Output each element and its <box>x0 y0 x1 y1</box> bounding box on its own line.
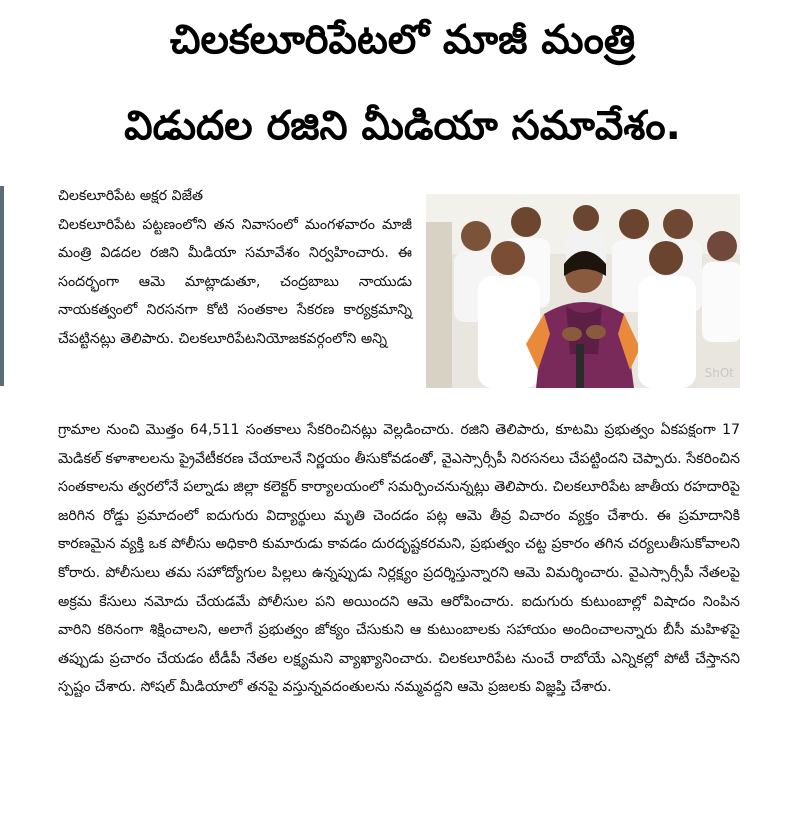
left-edge-strip <box>0 186 4 386</box>
article-paragraph-bottom: గ్రామాల నుంచి మొత్తం 64,511 సంతకాలు సేకరించినట్లు వెల్లడించారు. రజిని తెలిపారు, కూటమి ప్రభుత్వం ఏకపక్షంగా 17 మెడికల్ కళాశాలలను ప్రైవేటీకరణ చేయాలనే నిర్ణయం తీసుకోవడంతో, వైఎస్సార్సీపీ నిరసనలు చేపట్టిందని చెప్పారు. సేకరించిన సంతకాలను త్వరలోనే పల్నాడు జిల్లా కలెక్టర్ కార్యాలయంలో సమర్పించనున్నట్లు తెలిపారు. చిలకలూరిపేట జాతీయ రహదారిపై జరిగిన రోడ్డు ప్రమాదంలో ఐదుగురు విద్యార్థులు మృతి చెందడం పట్ల ఆమె తీవ్ర విచారం వ్యక్తం చేశారు. ఈ ప్రమాదానికి కారణమైన వ్యక్తి ఒక పోలీసు అధికారి కుమారుడు కావడం దురదృష్టకరమని, ప్రభుత్వం చట్ట ప్రకారం తగిన చర్యలుతీసుకోవాలని కోరారు. పోలీసులు తమ సహోద్యోగుల పిల్లలు ఉన్నప్పుడు నిర్లక్ష్యం ప్రదర్శిస్తున్నారని ఆమె విమర్శించారు. వైఎస్సార్సీపీ నేతలపై అక్రమ కేసులు నమోదు చేయడమే పోలీసుల పని అయిందని ఆమె ఆరోపించారు. ఐదుగురు కుటుంబాల్లో విషాదం నింపిన వారిని కఠినంగా శిక్షించాలని, అలాగే ప్రభుత్వం జోక్యం చేసుకుని ఆ కుటుంబాలకు సహాయం అందించాలన్నారు బీసీ మహిళపై తప్పుడు ప్రచారం చేయడం టీడీపీ నేతల లక్ష్యమని వ్యాఖ్యానించారు. చిలకలూరిపేట నుంచే రాబోయే ఎన్నికల్లో పోటీ చేస్తానని స్పష్టం చేశారు. సోషల్ మీడియాలో తనపై వస్తున్నవదంతులను నమ్మవద్దని ఆమె ప్రజలకు విజ్ఞప్తి చేశారు. <box>58 422 740 696</box>
headline-line-1: చిలకలూరిపేటలో మాజీ మంత్రి <box>169 17 636 63</box>
article-paragraph-top: చిలకలూరిపేట పట్టణంలోని తన నివాసంలో మంగళవారం మాజీ మంత్రి విడదల రజిని మీడియా సమావేశం నిర్వహించారు. ఈ సందర్భంగా ఆమె మాట్లాడుతూ, చంద్రబాబు నాయుడు నాయకత్వంలో నిరసనగా కోటి సంతకాల సేకరణ కార్యక్రమాన్ని చేపట్టినట్లు తెలిపారు. చిలకలూరిపేటనియోజకవర్గంలోని అన్ని <box>58 216 412 347</box>
article-top-column <box>58 182 412 354</box>
press-meet-photo <box>426 194 740 388</box>
article-bottom-column <box>58 416 740 702</box>
byline: చిలకలూరిపేట అక్షర విజేత <box>58 188 204 204</box>
headline-line-2: విడుదల రజిని మీడియా సమావేశం. <box>124 103 681 149</box>
photo-watermark: ShOt <box>704 366 734 380</box>
press-meet-illustration <box>426 194 740 388</box>
